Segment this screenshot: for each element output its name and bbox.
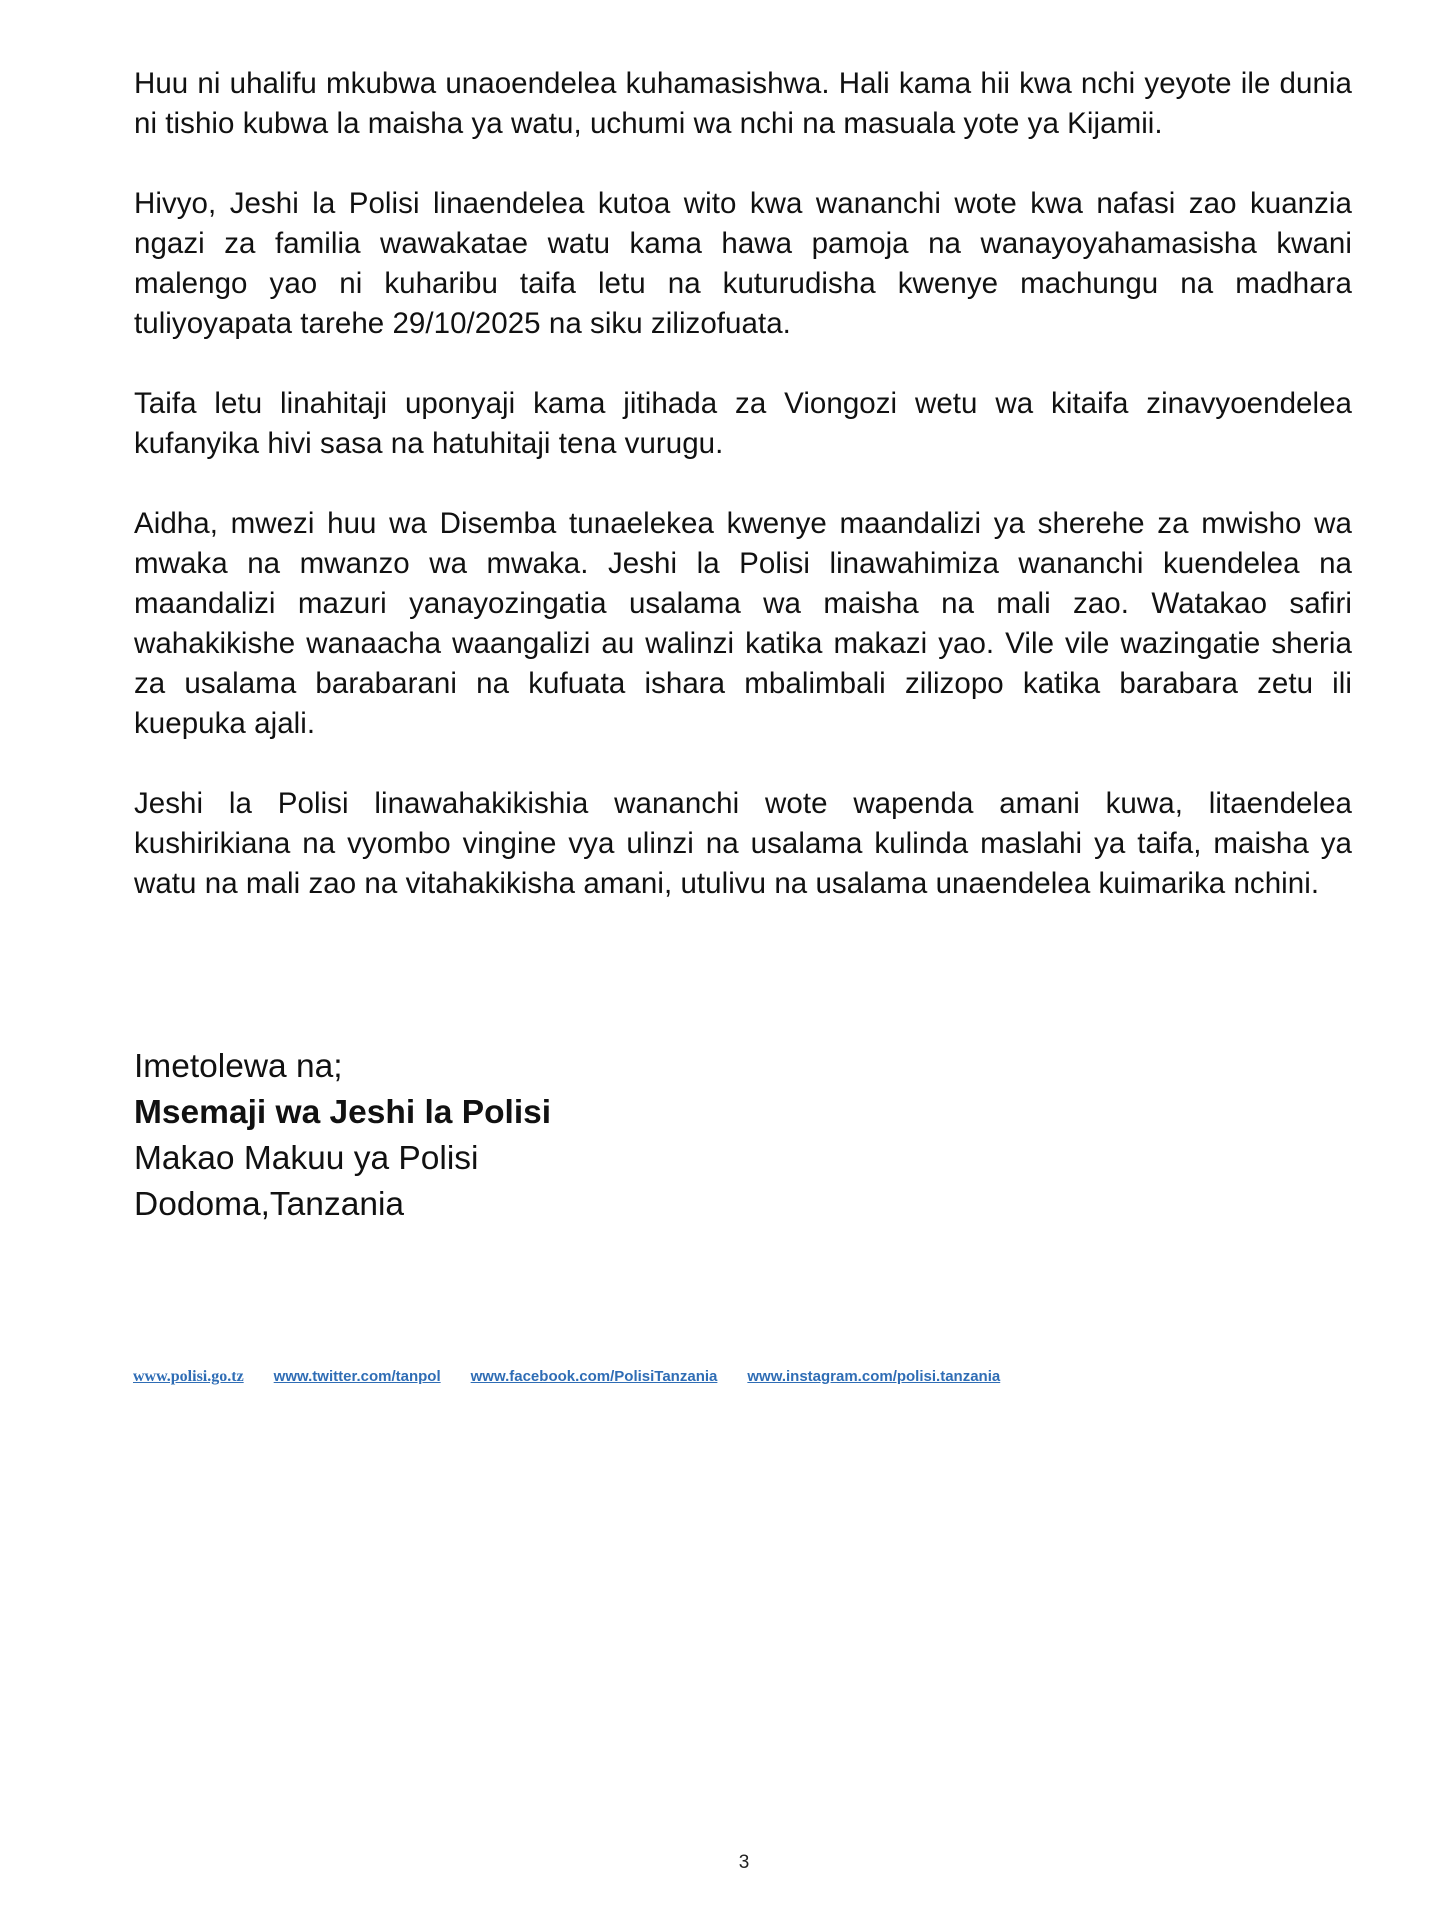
paragraph-4: Aidha, mwezi huu wa Disemba tunaelekea kwenye maandalizi ya sherehe za mwisho wa mwaka na mwanzo wa mwaka. Jeshi la Polisi linawahimiza wananchi kuendelea na maandalizi mazuri yanayozingatia usalama wa maisha na mali zao. Watakao safiri wahakikishe wanaacha waangalizi au walinzi katika makazi yao. Vile vile wazingatie sheria za usalama barabarani na kufuata ishara mbalimbali zilizopo katika barabara zetu ili kuepuka ajali. (134, 507, 1352, 740)
issuer-office: Makao Makuu ya Polisi (134, 1140, 479, 1177)
page-number: 3 (738, 1852, 750, 1873)
footer-links (133, 1368, 1030, 1386)
paragraph-1: Huu ni uhalifu mkubwa unaoendelea kuhamasishwa. Hali kama hii kwa nchi yeyote ile dunia ni tishio kubwa la maisha ya watu, uchumi wa nchi na masuala yote ya Kijamii. (134, 67, 1352, 140)
paragraph-2: Hivyo, Jeshi la Polisi linaendelea kutoa wito kwa wananchi wote kwa nafasi zao kuanzia ngazi za familia wawakatae watu kama hawa pamoja na wanayoyahamasisha kwani malengo yao ni kuharibu taifa letu na kuturudisha kwenye machungu na madhara tuliyoyapata tarehe 29/10/2025 na siku zilizofuata. (134, 187, 1352, 340)
instagram-link[interactable]: www.instagram.com/polisi.tanzania (747, 1368, 1001, 1385)
signature-block (134, 1044, 551, 1228)
issuer-title: Msemaji wa Jeshi la Polisi (134, 1094, 552, 1131)
document-body (134, 64, 1352, 944)
twitter-link[interactable]: www.twitter.com/tanpol (273, 1368, 441, 1385)
website-link[interactable]: www.polisi.go.tz (133, 1368, 244, 1385)
issuer-location: Dodoma,Tanzania (134, 1186, 405, 1223)
issued-by-label: Imetolewa na; (134, 1048, 343, 1085)
paragraph-5: Jeshi la Polisi linawahakikishia wananchi wote wapenda amani kuwa, litaendelea kushirikiana na vyombo vingine vya ulinzi na usalama kulinda maslahi ya taifa, maisha ya watu na mali zao na vitahakikisha amani, utulivu na usalama unaendelea kuimarika nchini. (134, 787, 1352, 900)
paragraph-3: Taifa letu linahitaji uponyaji kama jitihada za Viongozi wetu wa kitaifa zinavyoendelea kufanyika hivi sasa na hatuhitaji tena vurugu. (134, 387, 1352, 460)
facebook-link[interactable]: www.facebook.com/PolisiTanzania (470, 1368, 718, 1385)
